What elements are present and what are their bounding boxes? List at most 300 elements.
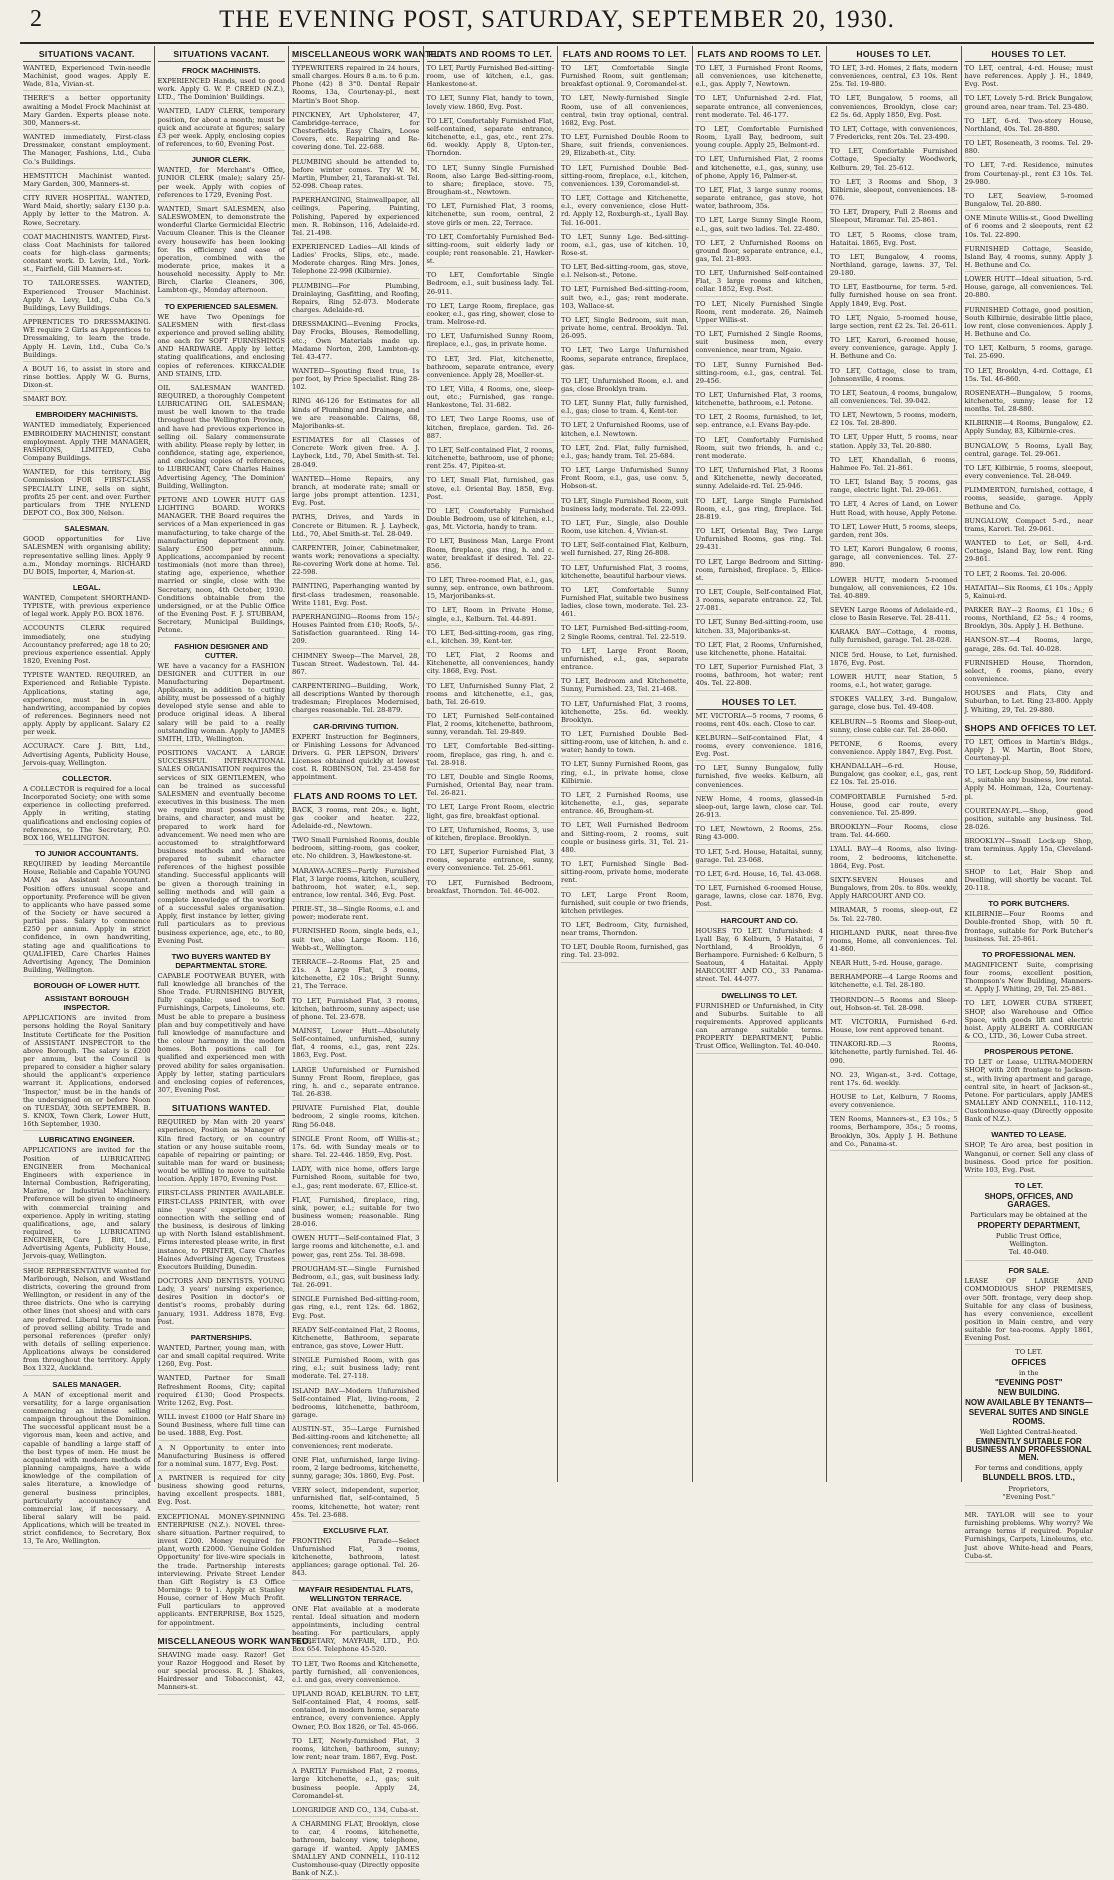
ad-list — [292, 64, 420, 718]
section-heading: COLLECTOR. — [62, 773, 112, 783]
notice-line: Public Trust Office, — [995, 1231, 1062, 1240]
classified-ad: COAT MACHINISTS. WANTED, First-class Coat Machinists for tailored coats for high-class garments; constant work. D. Levin, Ltd., York-st., Fairfield, Gill Manners-st. — [23, 233, 151, 277]
classified-ad: BROOKLYN—Small Lock-up Shop, tram terminus. Apply 15a, Cleveland-st. — [965, 837, 1094, 864]
classified-ad: TO LET, Cottage and Kitchenette, e.l., every convenience, close Hutt-rd. Apply 12, Roxburgh-st., Lyall Bay. Tel. 16-001. — [561, 194, 689, 230]
column-4 — [424, 46, 559, 1482]
classified-ad: MR. TAYLOR will see to your furnishing problems. Why worry? We arrange terms if required. Popular Furnishings, Carpets, Linoleums, etc. Just above White-head and Pears, Cuba-st. — [965, 1511, 1094, 1563]
classified-ad: MT. VICTORIA—5 rooms, 7 rooms, 6 rooms, rent 40s. each. Close to car. — [696, 712, 824, 731]
classified-ad: TO LET, Lower Hutt, 5 rooms, sleeps, garden, rent 30s. — [830, 523, 958, 542]
classified-ad: TO LET, Nicely Furnished Single Room, rent moderate. 26, Naimeh Upper Willis-st. — [696, 300, 824, 327]
classified-ad: LOWER HUTT, modern 5-roomed bungalow, all conveniences, £2 10s. Tel. 40-889. — [830, 576, 958, 603]
classified-ad: PARKER BAY—2 Rooms, £1 10s.; 6 rooms, Northland, £2 5s.; 4 rooms, Brooklyn, 30s. Apply J. H. Bethune. — [965, 606, 1094, 633]
classified-ad: TO LET, Lock-up Shop, 59, Riddiford-st., suitable any business, low rental. Apply M. Hoinman, 12a, Courtenay-pl. — [965, 768, 1094, 804]
classified-ad: SHOP to Let, Hair Shop and Dwelling, will shortly be vacant. Tel. 20-118. — [965, 868, 1094, 895]
ad-list — [965, 961, 1094, 1043]
classified-ad: TO LET, Eastbourne, for term. 5-rd. fully furnished house on sea front. Apply 1849, Evg. Post. — [830, 283, 958, 310]
ad-list — [965, 64, 1094, 717]
classified-ad: TO LET, Comfortable Bed-sitting-room, fireplace, gas ring, h. and c. Tel. 28-918. — [427, 742, 555, 769]
classified-ad: TO LET, Sunny Single Furnished Room, also Large Bed-sitting-room, to share; fireplace, stove. 75, Brougham-st., Newtown. — [427, 164, 555, 200]
classified-ad: TO LET, Kilbirnie, 5 rooms, sleepout, every convenience. Tel. 28-049. — [965, 464, 1094, 483]
column-heading: SITUATIONS VACANT. — [158, 46, 286, 62]
classified-ad: TO LET, Comfortable Furnished Cottage, Specialty Woodwork, Kelburn. 29, Tel. 25-612. — [830, 147, 958, 174]
classified-ad: TO LET, Unfurnished Room, e.l. and gas, close Brooklyn tram. — [561, 377, 689, 396]
classified-ad: FURNISHED House, Thorndon, select, 6 rooms, piano, every convenience. — [965, 659, 1094, 686]
ad-list — [158, 77, 286, 151]
classified-ad: WANTED to Let, or Sell, 4-rd. Cottage, Island Bay, low rent. Ring 29-861. — [965, 539, 1094, 566]
column-heading: HOUSES TO LET. — [830, 46, 958, 62]
section-heading: TO JUNIOR ACCOUNTANTS. — [35, 849, 139, 859]
section-heading: FROCK MACHINISTS. — [182, 66, 261, 75]
classified-ad: TO LET, 5 Rooms, close tram, Hataitai. 1865, Evg. Post. — [830, 231, 958, 250]
classified-ad: NICE 5rd. House, to Let, furnished. 1876, Evg. Post. — [830, 651, 958, 670]
classified-ad: TO LET, Unfurnished Sunny Flat, 2 rooms and kitchenette, e.l., gas, bath, Tel. 26-619. — [427, 682, 555, 709]
classified-ad: SINGLE Furnished Bed-sitting-room, gas ring, e.l., rent 12s. 6d. 1862, Evg. Post. — [292, 1295, 420, 1322]
column-heading: HOUSES TO LET. — [965, 46, 1094, 62]
classified-ad: TO LET, Large Bedroom and Sitting-room, furnished, fireplace. 5, Ellice-st. — [696, 558, 824, 585]
ad-list — [158, 313, 286, 638]
classified-ad: TO LET, Karori, 6-roomed house, every convenience, garage. Apply J. H. Bethune and Co. — [830, 336, 958, 363]
classified-ad: TO LET, central, 4-rd. House; must have references. Apply J. H., 1849, Evg. Post. — [965, 64, 1094, 91]
classified-ad: REQUIRED by Man with 20 years' experience, Position as Manager of Kiln fired factory, or on country station or any house suitable room, capable of repairing or painting; or suitable man for ward or business; would be willing to move to suitable location. Apply 1870, Evening Post. — [158, 1118, 286, 1186]
classified-ad: WANTED, Partner for Small Refreshment Rooms, City; capital required £130; Good Prospects. Write 1262, Evg. Post. — [158, 1374, 286, 1410]
ad-list — [23, 64, 151, 406]
notice-line: For terms and conditions, apply — [974, 1464, 1083, 1473]
ad-list — [23, 860, 151, 977]
classified-ad: SMART BOY. — [23, 395, 151, 406]
classified-ad: PAPERHANGING, Stainwallpaper, all ceilings, Papering, Painting, Polishing, Papered by experienced men. R. Robinson, 116, Adelaide-rd. Tel. 21-498. — [292, 196, 420, 240]
ad-list — [158, 1118, 286, 1329]
classified-ad: TO LET, Upper Hutt, 5 rooms, near station. Apply 33, Tel. 20-880. — [830, 433, 958, 452]
column-heading: MISCELLANEOUS WORK WANTED. — [292, 46, 420, 62]
classified-ad: WANTED, Competent SHORTHAND-TYPISTE, with previous experience of legal work. Apply P.O. BOX 1876. — [23, 594, 151, 621]
classified-ad: REQUIRED by leading Mercantile House, Reliable and Capable YOUNG MAN as Assistant Accountant. Position offers unusual scope and opportunity. Preference will be given to applicants who have passed some of the Society or have secured a partial pass. Salary to commence £250 per annum. Apply in strict confidence, in own handwriting, stating age and qualifications to QUALIFIED, Care Charles Haines Advertising Agency, The Dominion Building, Wellington. — [23, 860, 151, 977]
classified-ad: ROSENEATH—Bungalow, 5 rooms, kitchenette, sunny; lease for 12 months. Tel. 28-880. — [965, 389, 1094, 416]
notice-line: SEVERAL SUITES AND SINGLE ROOMS. — [968, 1408, 1089, 1426]
notice-line: Wellington. — [1009, 1239, 1048, 1248]
classified-ad: TO LET, Two Rooms and Kitchenette, partly furnished, all conveniences, e.l. and gas, every convenience. — [292, 1660, 420, 1687]
ad-list — [23, 421, 151, 520]
classified-ad: TO LET, Furnished Double Bed-sitting-room, use of kitchen, h. and c. water; handy to town. — [561, 730, 689, 757]
classified-ad: TO LET, Sunny Flat, handy to town, lovely view. 1860, Evg. Post. — [427, 94, 555, 113]
ad-list — [292, 1537, 420, 1581]
classified-ad: TO LET, 5-rd. House, Hataitai, sunny, garage. Tel. 23-068. — [696, 848, 824, 867]
classified-ad: SEVEN Large Rooms of Adelaide-rd., close to Basin Reserve. Tel. 28-411. — [830, 606, 958, 625]
classified-ad: TO LET, Unfurnished 2-rd. Flat, separate entrance, all conveniences, rent moderate. Tel. 46-177. — [696, 94, 824, 121]
classified-ad: TO LET, Sunny Furnished Room, gas ring, e.l., in private home, close Kilbirnie. — [561, 760, 689, 787]
evening-post-offices-notice — [965, 1348, 1094, 1506]
classified-ad: TO LET, Three-roomed Flat, e.l., gas, sunny, sep. entrance, own bathroom. 15, Marjoribanks-st. — [427, 576, 555, 603]
classified-ad: WANTED immediately, First-class Dressmaker, constant employment. The Manager, Fashions, Ltd., Cuba Co.'s Buildings. — [23, 133, 151, 169]
section-heading: WANTED TO LEASE. — [991, 1130, 1067, 1140]
classified-ad: TO LET, Single Bedroom, suit man, private home, central. Brooklyn. Tel. 26-095. — [561, 316, 689, 343]
section-heading: EMBROIDERY MACHINISTS. — [35, 410, 139, 420]
classified-ad: TO LET, Oriental Bay, Two Large Unfurnished Rooms, gas ring. Tel. 29-431. — [696, 527, 824, 554]
classified-ad: TO LET, Furnished Bedroom, breakfast, Thorndon. Tel. 46-002. — [427, 879, 555, 898]
classified-ad: TO LET, Fur., Single, also Double Room, use kitchen. 4, Vivian-st. — [561, 519, 689, 538]
classified-ad: BERHAMPORE—4 Large Rooms and kitchenette, e.l. Tel. 28-180. — [830, 973, 958, 992]
ad-list — [292, 733, 420, 785]
classified-ad: CARPENTERING—Building, Work, all descriptions Wanted by thorough tradesman; Fireplaces Modernised, charges reasonable. Tel. 28-879. — [292, 682, 420, 718]
classified-ad: COURTENAY-PL.—Shop, good position, suitable any business. Tel. 28-026. — [965, 807, 1094, 834]
section-heading: SALES MANAGER. — [52, 1379, 122, 1389]
classified-ad: TO LET, Flat, 2 Rooms and Kitchenette, all conveniences, handy city. 1868, Evg. Post. — [427, 651, 555, 678]
classified-ad: TO LET, Bedroom, City, furnished, near trams, Thorndon. — [561, 921, 689, 940]
page-number: 2 — [30, 6, 42, 32]
section-heading: TO EXPERIENCED SALESMEN. — [164, 301, 278, 311]
classified-ad: BUNGALOW, Compact 5-rd., near trams, Karori. Tel. 29-061. — [965, 517, 1094, 536]
classified-ad: TO LET, Bungalow, 5 rooms, all conveniences, Brooklyn, close car; £2 5s. 6d. Apply 1850, Evg. Post. — [830, 94, 958, 121]
classified-ad: LADY, with nice home, offers large Furnished Room, suitable for two, e.l., gas; rent moderate. 67, Ellice-st. — [292, 1165, 420, 1192]
classified-ad: TO LET, Newtown, 2 Rooms, 25s. Ring 43-000. — [696, 825, 824, 844]
classified-ad: CARPENTER, Joiner, Cabinetmaker, wants work; renovations a specialty. Re-covering Work done at home. Tel. 22-598. — [292, 544, 420, 580]
section-heading: TO LET. — [1014, 1181, 1043, 1191]
notice-line: "EVENING POST" — [994, 1377, 1063, 1387]
ad-list — [965, 910, 1094, 946]
column-7 — [827, 46, 962, 1482]
classified-ad: PLUMBING should be attended to, before winter comes. Try W. M. Martin, Plumber, 21, Taranaki-st. Tel. 52-098. Cheap rates. — [292, 158, 420, 194]
classified-ad: TO LET, Double Room, furnished, gas ring. Tel. 23-092. — [561, 943, 689, 962]
classified-ad: TERRACE—2-Rooms Flat, 25 and 21s. A Large Flat, 3 rooms, kitchenette, £2 10s.; Bright Sunny. 21, The Terrace. — [292, 958, 420, 994]
column-heading: SITUATIONS VACANT. — [23, 46, 151, 62]
classified-ad: TO LET, Large Front Room, unfurnished, e.l., gas, separate entrance. — [561, 647, 689, 674]
ad-list — [158, 1344, 286, 1630]
classified-ad: NO. 23, Wigan-st., 3-rd. Cottage, rent 17s. 6d. weekly. — [830, 1071, 958, 1090]
classified-ad: DOCTORS AND DENTISTS. YOUNG Lady, 3 years' nursing experience, desires Position in doctor's or dentist's rooms, probably during January, 1931. Address 1878, Evg. Post. — [158, 1277, 286, 1329]
classified-ad: TO LET, Furnished 2 Single Rooms, suit business men, every convenience, near tram, Ngaio. — [696, 330, 824, 357]
classified-ad: TO LET, Sunny Bungalow, fully furnished, five weeks. Kelburn, all conveniences. — [696, 764, 824, 791]
section-heading: FOR SALE. — [1008, 1266, 1049, 1276]
ad-list — [830, 64, 958, 1151]
classified-ad: TO LET, Bungalow, 4 rooms, Northland, garage, lawns. 37, Tel. 29-180. — [830, 253, 958, 280]
classified-ad: TO LET, Business Man, Large Front Room, fireplace, gas ring, h. and c. water, breakfast if desired. Tel. 22-856. — [427, 537, 555, 573]
classified-ad: PLUMBING—For Plumbing, Drainlaying, Gasfitting, and Roofing, Repairs, Ring 52-073. Moderate charges. Adelaide-rd. — [292, 282, 420, 318]
classified-ad: TO TAILORESSES. WANTED, Experienced Trouser Machinist. Apply A. Levy, Ltd., Cuba Co.'s Buildings, Levy Buildings. — [23, 279, 151, 315]
classified-ad: TO LET, 7-rd. Residence, minutes from Courtenay-pl., rent £3 10s. Tel. 29-980. — [965, 161, 1094, 188]
classified-ad: TO LET, Furnished Double Bed-sitting-room, fireplace, e.l., kitchen, conveniences. 139, Coromandel-st. — [561, 164, 689, 191]
section-heading: TO PROFESSIONAL MEN. — [982, 949, 1076, 959]
classified-ad: PETONE AND LOWER HUTT GAS LIGHTING BOARD. WORKS MANAGER. THE Board requires the services of a Man experienced in gas manufacturing, to take charge of the manufacturing department only. Salary £500 per annum. Applications, accompanied by recent testimonials (not more than three), stating age, experience, whether married or single, close with the Secretary, noon, 4th October, 1930. Conditions obtainable from the undersigned, or at the Public Office of the Evening Post. F. J. STUBBAM, Secretary, Municipal Buildings, Petone. — [158, 496, 286, 638]
classified-ad: NEW Home, 4 rooms, glassed-in sleep-out, large lawn, close car. Tel. 26-913. — [696, 795, 824, 822]
classified-ad: TO LET, Newly-furnished Flat, 3 rooms, kitchen, bathroom, sunny; low rent; near tram. 1867, Evg. Post. — [292, 1737, 420, 1764]
classified-ad: TO LET, Furnished Bed-sitting-room, suit two, e.l., gas; rent moderate. 103, Wallace-st. — [561, 285, 689, 312]
classified-ad: WANTED, for Merchant's Office, JUNIOR CLERK (male); salary 25/- per week. Apply with copies of references to 1729, Evening Post. — [158, 166, 286, 202]
classified-ad: ACCURACY. Care J. Bitt, Ltd., Advertising Agents, Publicity House, Jervois-quay, Wellington. — [23, 742, 151, 769]
ad-list — [965, 1277, 1094, 1345]
column-2 — [155, 46, 312, 1692]
classified-ad: KILBIRNIE—Four Rooms and Double-fronted Shop, with 50 ft. frontage, suitable for Pork Butcher's business. Tel. 25-861. — [965, 910, 1094, 946]
classified-ad: ACCOUNTS CLERK required immediately, one studying Accountancy preferred; age 18 to 20; previous experience essential. Apply 1820, Evening Post. — [23, 624, 151, 668]
ad-list — [965, 1141, 1094, 1177]
ad-list — [23, 785, 151, 845]
classified-ad: HIGHLAND PARK, neat three-five rooms, Home, all conveniences. Tel. 41-860. — [830, 929, 958, 956]
classified-ad: SINGLE Furnished Room, with gas ring, e.l.; suit business lady; rent moderate. Tel. 27-118. — [292, 1356, 420, 1383]
classified-ad: UPLAND ROAD, KELBURN. TO LET, Self-contained Flat, 4 rooms, self-contained, in modern home, separate entrance, every convenience. Apply Owner, P.O. Box 1826, or Tel. 45-066. — [292, 1690, 420, 1734]
classified-ad: TO LET, 3 Rooms and Shop, 3 Kilbirnie, sleepout, conveniences. 18-076. — [830, 178, 958, 205]
classified-ad: KELBURN—Self-contained Flat, 4 rooms, every convenience. 1816, Evg. Post. — [696, 734, 824, 761]
classified-ad: TO LET or Lease, ULTRA-MODERN SHOP, with 20ft frontage to Jackson-st., with living apartment and garage, central site, in heart of Jackson-st., Petone. For particulars, apply JAMES SMALLEY AND CONNELL, 110-112, Customhouse-quay (Directly opposite Bank of N.Z.). — [965, 1058, 1094, 1126]
column-heading: SITUATIONS WANTED. — [158, 1100, 286, 1116]
classified-ad: TO LET, Room in Private Home, single, e.l., Kelburn. Tel. 44-891. — [427, 606, 555, 625]
classified-ad: TO LET, Furnished Self-contained Flat, 2 rooms, kitchenette, bathroom, sunny, verandah. Tel. 29-849. — [427, 712, 555, 739]
classified-ad: DRESSMAKING—Evening Frocks, Day Frocks, Blouses, Remodelling, etc.; Own Materials made up. Madame Norton, 200, Lambton-qy. Tel. 43-477. — [292, 320, 420, 364]
classified-ad: TO LET, Unfurnished, Rooms, 3, use of kitchen, fireplace. Brooklyn. — [427, 826, 555, 845]
classified-ad: PATHS, Drives, and Yards in Concrete or Bitumen. R. J. Laybeck, Ltd., 70, Abel Smith-st. Tel. 28-049. — [292, 513, 420, 540]
notice-line: NEW BUILDING. — [997, 1388, 1060, 1398]
classified-ad: TO LET, 6-rd. Two-story House, Northland, 40s. Tel. 28-880. — [965, 117, 1094, 136]
classified-ad: BACK, 3 rooms, rent 20s.; e. light, gas cooker and heater. 222, Adelaide-rd., Newtown. — [292, 806, 420, 833]
classified-ad: MT. VICTORIA, Furnished 6-rd. House, low rent approved tenant. — [830, 1018, 958, 1037]
section-heading: SALESMAN. — [64, 524, 110, 534]
classified-ad: GOOD opportunities for Live SALESMEN with organising ability; representative selling lines. Apply 9 a.m., Monday mornings. RICHARD DU BOIS, Importer, 4, Marion-st. — [23, 535, 151, 579]
classified-ad: TO LET, Double and Single Rooms, Furnished, Oriental Bay, near tram. Tel. 26-821. — [427, 773, 555, 800]
classified-ad: TO LET, Comfortably Furnished Room, suit two friends, h. and c.; rent moderate. — [696, 436, 824, 463]
classified-ad: TO LET, Bed-sitting-room, gas, stove, e.l. Nelson-st., Petone. — [561, 263, 689, 282]
classified-ad: TYPEWRITERS repaired in 24 hours, small charges. Hours 8 a.m. to 6 p.m. Phone (42) 8 3°0. Dental Repair Rooms, 13a, Courtenay-pl., next Martin's Boot Shop. — [292, 64, 420, 108]
column-5 — [558, 46, 693, 1482]
classified-ad: TO LET, Unfurnished Flat, 3 rooms, kitchenette, 25s. 6d. weekly. Brooklyn. — [561, 700, 689, 727]
classified-ad: TO LET, Comfortable Single Furnished Room, suit gentleman; breakfast optional. 9, Coromandel-st. — [561, 64, 689, 91]
section-heading: JUNIOR CLERK. — [191, 155, 251, 165]
masthead — [0, 0, 1114, 40]
ad-list — [561, 64, 689, 963]
classified-ad: TO LET, Unfurnished Sunny Room, fireplace, e.l., gas, in private home. — [427, 332, 555, 351]
classified-ad: TO LET, Large Sunny Single Room, e.l., gas, suit two ladies. Tel. 22-480. — [696, 216, 824, 235]
classified-ad: ISLAND BAY—Modern Unfurnished Self-contained Flat, living-room, 2 bedrooms, kitchenette, bathroom, garage. — [292, 1387, 420, 1423]
classified-ad: FRONTING Parade—Select Unfurnished Flat, 3 rooms, kitchenette, bathroom, latest appliances; garage optional. Tel. 26-843. — [292, 1537, 420, 1581]
section-heading: TWO BUYERS WANTED BY DEPARTMENTAL STORE. — [171, 951, 271, 970]
classified-ad: TO LET, Seaview, 5-roomed Bungalow, Tel. 20-880. — [965, 192, 1094, 211]
classified-ad: A COLLECTOR is required for a local Incorporated Society; one with some experience in collecting preferred. Apply in writing, stating qualifications and enclosing copies of references, to The Secretary, P.O. BOX 166, WELLINGTON. — [23, 785, 151, 845]
classified-ad: TO LET, 2 Unfurnished Rooms, use of kitchen, e.l. Newtown. — [561, 421, 689, 440]
classified-ad: STOKES VALLEY, 3-rd. Bungalow, garage, close bus. Tel. 49-408. — [830, 695, 958, 714]
classified-ad: FURNISHED Room, single beds, e.l., suit two, also Large Room. 116, Webb-st., Wellington. — [292, 927, 420, 954]
classified-ad: CHIMNEY Sweep—The Marvel, 28, Tuscan Street. Wadestown. Tel. 44-867. — [292, 652, 420, 679]
classified-ad: TO LET, 3-rd. Homes, 2 flats, modern conveniences, central, £3 10s. Rent 25s. Tel. 19-880. — [830, 64, 958, 91]
classified-ad: FURNISHED Cottage, Seaside, Island Bay, 4 rooms, sunny. Apply J. H. Bethune and Co. — [965, 245, 1094, 272]
notice-line: Well Lighted Central-heated. — [979, 1427, 1078, 1436]
classified-ad: TYPISTE WANTED. REQUIRED, an Experienced and Reliable Typiste. Applications, stating age, experience, must be in own handwriting, accompanied by copies of references. Beginners need not apply. Apply by applicant. Salary £2 per week. — [23, 671, 151, 739]
classified-ad: TO LET, Two Large Unfurnished Rooms, separate entrance, fireplace, gas. — [561, 346, 689, 373]
classified-ad: TEN Rooms, Manners-st., £3 10s.; 5 rooms, Berhampore, 35s.; 5 rooms, Brooklyn, 30s. Apply J. H. Bethune and Co., Panama-st. — [830, 1115, 958, 1151]
classified-ad: MIRAMAR, 5 rooms, sleep-out, £2 5s. Tel. 22-780. — [830, 906, 958, 925]
classified-ad: TO LET, Unfurnished Flat, 3 Rooms and Kitchenette, newly decorated, sunny. Adelaide-rd. Tel. 25-946. — [696, 466, 824, 493]
classified-ad: CITY RIVER HOSPITAL. WANTED, Ward Maid, shortly; salary £130 p.a. Apply by letter to the Matron. A. Rowe, Secretary. — [23, 194, 151, 230]
classified-ad: WANTED—Home Repairs, any branch, at moderate rate; small or large jobs prompt attention. 1231, Evg. Post. — [292, 475, 420, 511]
classified-ad: TO LET, Self-contained Flat, 2 rooms, kitchenette, bathroom, use of phone; rent 25s. 47, Pipitea-st. — [427, 446, 555, 473]
classified-ad: TO LET, Unfurnished Flat, 3 rooms, kitchenette, bathroom, e.l. Petone. — [696, 391, 824, 410]
column-heading: FLATS AND ROOMS TO LET. — [561, 46, 689, 62]
section-heading: HARCOURT AND CO. — [720, 915, 798, 925]
classified-ad: KARAKA BAY—Cottage, 4 rooms, fully furnished, garage. Tel. 28-028. — [830, 628, 958, 647]
classified-ad: KILBIRNIE—4 Rooms, Bungalow, £2. Apply Sunday, 83, Kilbirnie-cres. — [965, 419, 1094, 438]
classified-ad: TO LET, Two Large Rooms, use of kitchen, fireplace, garden. Tel. 26-887. — [427, 415, 555, 442]
classified-ad: WANTED, Partner, young man, with car and small capital required. Write 1260, Evg. Post. — [158, 1344, 286, 1371]
classified-ad: TO LET, Furnished Single Bed-sitting-room, private home, moderate rent. — [561, 860, 689, 887]
column-6 — [693, 46, 828, 1482]
classified-ad: OWEN HUTT—Self-contained Flat, 3 large rooms and kitchenette, e.l. and power, gas, rent 25s. Tel. 38-698. — [292, 1234, 420, 1261]
ad-list — [696, 927, 824, 987]
classified-ad: TO LET, Bed-sitting-room, gas ring, e.l., kitchen. 39, Kent-ter. — [427, 629, 555, 648]
classified-ad: MARAWA-ACRES—Partly Furnished Flat, 3 large rooms, kitchen, scullery, bathroom, hot water, e.l., sep. entrance, low rental. 346, Evg. Post. — [292, 867, 420, 903]
classified-ad: PETONE, 6 Rooms, every convenience. Apply 1847, Evg. Post. — [830, 740, 958, 759]
classified-ad: WANTED, LADY CLERK, temporary position, for about a month; must be quick and accurate at figures; salary £3 per week. Apply, enclosing copies of references, to 60, Evening Post. — [158, 107, 286, 151]
classified-ad: EXCEPTIONAL MONEY-SPINNING ENTERPRISE (N.Z.). NOVEL three-share situation. Partner required, to invest £200. Money required for plant, worth £2000. 'Genuine Golden Opportunity' for live-wire specials in the trade. Partnership interests interviewing. Private Street Lender than Gift Registry is £3 Office Mornings: 9 to 1. Apply at Stanley House, corner of How Much Profit. Full particulars to approved applicants. ENTERPRISE, Box 1525, for appointment. — [158, 1513, 286, 1630]
classified-ad: ONE Flat available at a moderate rental. Ideal situation and modern appointments, including central heating. For particulars, apply SECRETARY, MAYFAIR, LTD., P.O. Box 654. Telephone 45-520. — [292, 1605, 420, 1657]
classified-ad: TO LET, Furnished Bed-sitting-room, 2 Single Rooms, central. Tel. 22-519. — [561, 624, 689, 643]
public-trust-notice — [965, 1193, 1094, 1261]
ad-list — [696, 64, 824, 691]
ad-list — [292, 1605, 420, 1880]
classified-ad: HATAITAI—Six Rooms, £1 10s.; Apply 5, Kainui-rd. — [965, 584, 1094, 603]
classified-ad: TO LET, Unfurnished Flat, 3 rooms, kitchenette, beautiful harbour views. — [561, 564, 689, 583]
classified-ad: WANTED—Spouting fixed true, 1s per foot, by Price Specialist. Ring 28-102. — [292, 367, 420, 394]
section-heading: TO PORK BUTCHERS. — [988, 899, 1070, 909]
ad-list — [158, 166, 286, 297]
ad-list — [23, 1014, 151, 1131]
classified-ad: TO LET, Comfortable Furnished Room, Lyall Bay, bedroom, suit young couple. Apply 25, Belmont-rd. — [696, 125, 824, 152]
classified-ad: TO LET, Comfortably Furnished Bed-sitting-room, suit elderly lady or couple; rent reasonable. 21, Hawker-st. — [427, 233, 555, 269]
classified-ad: TO LET, Small Flat, furnished, gas stove, e.l. Oriental Bay. 1858, Evg. Post. — [427, 476, 555, 503]
ad-list — [23, 535, 151, 579]
classified-ad: LOWER HUTT, near Station, 5 rooms, e.l., hot water, garage. — [830, 673, 958, 692]
section-subheading: ASSISTANT BOROUGH INSPECTOR. — [44, 994, 129, 1013]
classified-ad: A MAN of exceptional merit and versatility, for a large organisation commencing an intense selling campaign throughout the Dominion. The successful applicant must be a vigorous man, keen and active, and capable of handling a large staff of the best types of men. He must be acquainted with modern methods of planning campaigns, have a wide knowledge of the compilation of sales literature, a knowledge of general business principles, particularly accountancy and commercial law, if necessary. A liberal salary will be paid. Applications, which will be treated in strict confidence, to Secretary, Box 13, Te Aro, Wellington. — [23, 1391, 151, 1549]
classified-ad: A PARTLY Furnished Flat, 2 rooms, large kitchenette, e.l., gas; suit business people. Apply 24, Coromandel-st. — [292, 1767, 420, 1803]
classified-ad: TO LET, Karori Bungalow, 6 rooms, garage, all conveniences. Tel. 27-890. — [830, 545, 958, 572]
classified-ad: TO LET, Kelburn, 5 rooms, garage. Tel. 25-690. — [965, 344, 1094, 363]
classified-ad: TO LET, 3 Furnished Front Rooms, all conveniences, use kitchenette, e.l., gas. Apply 7, Newtown. — [696, 64, 824, 91]
column-3 — [289, 46, 446, 1877]
ad-list — [158, 972, 286, 1097]
classified-ad: APPRENTICES TO DRESSMAKING. WE require 2 Girls as Apprentices to Dressmaking, to learn the trade. Apply H. Levin, Ltd., Cuba Co.'s Buildings. — [23, 318, 151, 362]
classified-ad: WILL invest £1000 (or Half Share in) Sound Business, where full time can be used. 1888, Evg. Post. — [158, 1413, 286, 1440]
classified-ad: ONE Minute Willis-st., Good Dwelling of 6 rooms and 2 sleepouts, rent £2 10s. Tel. 22-890. — [965, 214, 1094, 241]
section-heading: LUBRICATING ENGINEER. — [38, 1135, 135, 1145]
classified-ad: TO LET, 2 Unfurnished Rooms on ground floor, separate entrance, e.l., gas, Tel. 21-893. — [696, 239, 824, 266]
classified-ad: COMFORTABLE Furnished 5-rd. House, good car route, every convenience. Tel. 25-899. — [830, 793, 958, 820]
ad-list — [292, 806, 420, 1522]
notice-line: Proprietors, — [1008, 1484, 1050, 1493]
classified-ad: TO LET, Drapery, Full 2 Rooms and Sleepout, Miramar. Tel. 25-861. — [830, 208, 958, 227]
classified-ad: WANTED immediately, Experienced EMBROIDERY MACHINIST, constant employment. Apply THE MANAGER, FASHIONS, LIMITED, Cuba Company Buildings. — [23, 421, 151, 465]
classified-ad: PAPERHANGING—Rooms from 15/-; Houses Painted from £10; Roofs, 5/-. Satisfaction guaranteed. Ring 14-209. — [292, 613, 420, 649]
classified-ad: SHOP, Te Aro area, best position in Wanganui, or corner. Sell any class of business. Good price for position. Write 103, Evg. Post. — [965, 1141, 1094, 1177]
classified-ad: PLIMMERTON, furnished, cottage, 4 rooms, seaside, garage. Apply Bethune and Co. — [965, 486, 1094, 513]
classified-ad: TO LET, Khandallah, 6 rooms, Hahmee Fo. Tel. 21-861. — [830, 456, 958, 475]
classified-ad: TO LET, Cottage, close to tram, Johnsonville, 4 rooms. — [830, 367, 958, 386]
ad-list — [158, 1651, 286, 1695]
classified-ad: TO LET, Flat, 3 large sunny rooms, separate entrance, gas stove, hot water, bathroom, 35s. — [696, 186, 824, 213]
classified-ad: TO LET, 2nd. Flat, fully furnished, e.l., gas; handy tram. Tel. 25-684. — [561, 444, 689, 463]
classified-ad: WANTED, Smart SALESMEN, also SALESWOMEN, to demonstrate the wonderful Clarke Germicidal Electric Vacuum Cleaner. This is the Cleaner every housewife has been looking for. Its efficiency and ease of operation, combined with the moderate price, makes it a household necessity. Apply to Mr. Birch, Clarke Cleaners, 306, Lambton-qy., Monday afternoon. — [158, 205, 286, 298]
classified-ad: WE have a vacancy for a FASHION DESIGNER and CUTTER in our Manufacturing Department. Applicants, in addition to cutting ability, must be possessed of a highly developed style sense and able to produce original ideas. A liberal salary will be paid to a really outstanding woman. Apply to JAMES SMITH, LTD., Wellington. — [158, 662, 286, 747]
section-heading: PROSPEROUS PETONE. — [984, 1047, 1074, 1057]
classified-ad: LOWER HUTT—Ideal situation, 5-rd. House, garage, all conveniences. Tel. 20-880. — [965, 275, 1094, 302]
column-heading: FLATS AND ROOMS TO LET. — [427, 46, 555, 62]
classified-ad: LYALL BAY—4 Rooms, also living-room, 2 bedrooms, kitchenette. 1864, Evg. Post. — [830, 845, 958, 872]
classified-ad: TO LET, Comfortably Furnished Double Bedroom, use of kitchen, e.l., gas, Mt. Victoria, handy to tram. — [427, 507, 555, 534]
classified-ad: TO LET, Self-contained Flat, Kelburn, well furnished. 27, Ring 26-808. — [561, 541, 689, 560]
classified-ad: LONGRIDGE AND CO., 134, Cuba-st. — [292, 1806, 420, 1817]
classified-ad: PRIVATE Furnished Flat, double bedroom, 2 single rooms, kitchen. Ring 56-048. — [292, 1104, 420, 1131]
section-heading: DWELLINGS TO LET. — [721, 990, 798, 1000]
classified-ad: TO LET, Unfurnished Flat, 2 rooms and kitchenette, e.l., gas, sunny, use of phone, Apply 16, Palmer-st. — [696, 155, 824, 182]
classified-ad: TO LET, Sunny Lge. Bed-sitting-room, e.l., gas, use of kitchen. 10, Rose-st. — [561, 233, 689, 260]
classified-ad: FIRST-CLASS PRINTER AVAILABLE. FIRST-CLASS PRINTER, with over nine years' experience and connection with the selling end of the business, is desirous of linking up with North Island establishment. Firms interested please write, in first instance, to PRINTER, Care Charles Haines Advertising Agency, Trustees Executors Building, Dunedin. — [158, 1189, 286, 1274]
notice-line: OFFICES — [1011, 1357, 1047, 1367]
classified-ad: A PARTNER is required for city business showing good returns, having excellent prospects. 1881, Evg. Post. — [158, 1474, 286, 1510]
classified-ad: TO LET, Villa, 4 Rooms, one, sleep-out, etc.; Furnished, gas range. Hankestone, Tel. 31-682. — [427, 385, 555, 412]
classified-ad: EXPERT Instruction for Beginners, or Finishing Lessons for Advanced Drivers. G. PER LEPSON, Drivers' Licenses obtained quickly at lowest cost. R. ROBINSON, Tel. 23-458 for appointment. — [292, 733, 420, 785]
column-heading: MISCELLANEOUS WORK WANTED. — [158, 1633, 286, 1649]
ad-list — [696, 712, 824, 912]
classified-ad: SIXTY-SEVEN Houses and Bungalows, from 20s. to 80s. weekly, Apply HARCOURT AND CO. — [830, 876, 958, 903]
ad-list — [23, 1146, 151, 1375]
ad-list — [965, 738, 1094, 896]
classified-ad: APPLICATIONS are invited for the Position of LUBRICATING ENGINEER from Mechanical Engineers with experience in Internal Combustion, Refrigerating, Marine, or Industrial Machinery. Preference will be given to engineers with commercial training and experience. Apply in writing, stating qualifications, age, and salary required, to LUBRICATING ENGINEER, Care J. Bitt, Ltd., Advertising Agents, Publicity House, Jervois-quay, Wellington. — [23, 1146, 151, 1263]
classified-ad: THERE'S a better opportunity awaiting a Model Frock Machinist at Mary Garden. Experts please note. 300, Manners-st. — [23, 94, 151, 130]
classified-ad: A CHARMING FLAT, Brooklyn, close to car, 4 rooms, kitchenette, bathroom, balcony view, telephone, garage if wanted. Apply JAMES SMALLEY AND CONNELL, 110-112 Customhouse-quay (Directly opposite Bank of N.Z.). — [292, 1820, 420, 1880]
section-heading: EXCLUSIVE FLAT. — [323, 1525, 389, 1535]
classified-ad: SHAVING made easy. Razor! Get your Razor Hoggood and Reset by our special process. R. J. Shakes, Hairdresser and Tobacconist, 42, Manners-st. — [158, 1651, 286, 1695]
classified-ad: HEMSTITCH Machinist wanted. Mary Garden, 300, Manners-st. — [23, 172, 151, 191]
classified-ad: TO LET, Comfortably Furnished Flat, self-contained, separate entrance, kitchenette, e.l., gas, etc., rent 27s. 6d. weekly. Apply 8, Upton-ter., Thorndon. — [427, 117, 555, 161]
classified-ad: TO LET, Large Single Furnished Room, e.l., gas ring, fireplace. Tel. 28-819. — [696, 497, 824, 524]
classified-ad: TO LET, 2 Rooms, furnished, to let, sep. entrance, e.l. Evans Bay-pde. — [696, 413, 824, 432]
section-heading: FASHION DESIGNER AND CUTTER. — [174, 641, 269, 660]
classified-ad: READY Self-contained Flat, 2 Rooms, Kitchenette, Bathroom, separate entrance, gas stove, Lower Hutt. — [292, 1326, 420, 1353]
classified-ad: TO LET, Offices in Martin's Bldgs., Apply J. W. Martin, Boot Store, Courtenay-pl. — [965, 738, 1094, 765]
columns — [20, 46, 1097, 1877]
classified-ad: SHOE REPRESENTATIVE wanted for Marlborough, Nelson, and Westland districts, covering the ground from Wellington, or resident in any of the three districts. One who is carrying other lines (not shoes) and with cars are preferred. Liberal terms to man of proved selling ability. Trade and personal references (prefer only) with details of selling experience. Applications always be considered from throughout the territory. Apply Box 1322, Auckland. — [23, 1267, 151, 1376]
classified-ad: EXPERIENCED Hands, used to good work. Apply G. W. P. CREED (N.Z.), LTD., 'The Dominion' Buildings. — [158, 77, 286, 104]
classified-ad: WANTED, Experienced Twin-needle Machinist, good wages. Apply E. Wade, 81a, Vivian-st. — [23, 64, 151, 91]
classified-ad: EXPERIENCED Ladies—All kinds of Ladies' Frocks, Slips, etc., made. Moderate charges. Ring Mrs. Jones, Telephone 22-998 (Kilbirnie). — [292, 243, 420, 279]
classified-ad: TO LET, Well Furnished Bedroom and Sitting-room, 2 rooms, suit couple or business girls. 31, Tel. 21-480. — [561, 821, 689, 857]
column-8 — [962, 46, 1097, 1560]
classified-ad: TO LET, Superior Furnished Flat, 3 rooms, separate entrance, sunny, every convenience. Tel. 25-661. — [427, 848, 555, 875]
notice-line: EMINENTLY SUITABLE FOR BUSINESS AND PROFESSIONAL MEN. — [966, 1436, 1092, 1463]
classified-ad: FURNISHED or Unfurnished, in City and Suburbs. Suitable to all requirements. Approved applicants can arrange suitable terms. PROPERTY DEPARTMENT, Public Trust Office, Wellington. Tel. 40-040. — [696, 1002, 824, 1054]
classified-ad: LARGE Unfurnished or Furnished Sunny Front Room, fireplace, gas ring, h. and c., separate entrance. Tel. 26-838. — [292, 1066, 420, 1102]
section-heading: LEGAL. — [72, 582, 101, 592]
newspaper-title: THE EVENING POST, SATURDAY, SEPTEMBER 20, 1930. — [219, 6, 895, 33]
classified-ad: TWO Small Furnished Rooms, double bedroom, sitting-room, gas cooker, etc. No children. 3, Hawkestone-st. — [292, 836, 420, 863]
classified-ad: WANTED, for this territory, Big Commission FOR FIRST-CLASS SPECIALTY LINE, sells on sight, profits 25 per cent. and over. Further particulars from THE NYLEND DEPOT CO., Box 300, Nelson. — [23, 468, 151, 520]
classified-ad: TO LET, 2 Furnished Rooms, use kitchenette, e.l., gas, separate entrance. 46, Brougham-st. — [561, 791, 689, 818]
classified-ad: VERY select, independent, superior, unfurnished flat, self-contained, 5 rooms, kitchenette, hot water; rent 45s. Tel. 23-688. — [292, 1486, 420, 1522]
classified-ad: PROUGHAM-ST.—Single Furnished Bedroom, e.l., gas, suit business lady. Tel. 26-091. — [292, 1265, 420, 1292]
classified-ad: PIRIE-ST., 38—Single Rooms, e.l. and power; moderate rent. — [292, 905, 420, 924]
classified-ad: TO LET, Roseneath, 3 rooms. Tel. 29-880. — [965, 139, 1094, 158]
classified-ad: FURNISHED Cottage, good position, South Kilbirnie, desirable little place, low rent, close conveniences. Apply J. H. Bethune and Co. — [965, 306, 1094, 342]
notice-line: PROPERTY DEPARTMENT, — [977, 1220, 1080, 1230]
classified-ad: TO LET, Newtown, 5 rooms, modern, £2 10s. Tel. 28-890. — [830, 411, 958, 430]
ad-list — [427, 64, 555, 898]
classified-ad: PINCKNEY, Art Upholsterer, 47, Cambridge-terrace, for Chesterfields, Easy Chairs, Loose Covers, etc. Repairing and Re-covering done. Tel. 22-688. — [292, 111, 420, 155]
classified-ad: TO LET, Unfurnished Self-contained Flat, 3 large rooms and kitchen, cellar. 1852, Evg. Post. — [696, 269, 824, 296]
ad-list — [696, 1002, 824, 1054]
ad-list — [23, 1391, 151, 1549]
classified-ad: WE have Two Openings for SALESMEN with first-class experience and proved selling ability, one each for SOFT FURNISHINGS AND HARDWARE. Apply by letter, stating qualifications, and enclosing copies of references. KIRKCALDIE AND STAINS, LTD. — [158, 313, 286, 381]
notice-line: TO LET. — [1015, 1348, 1043, 1357]
classified-ad: TO LET, Bedroom and Kitchenette, Sunny, Furnished. 23, Tel. 21-468. — [561, 677, 689, 696]
classified-ad: TO LET, Large Unfurnished Sunny Front Room, e.l., gas, use conv. 5, Hobson-st. — [561, 466, 689, 493]
column-heading: FLATS AND ROOMS TO LET. — [696, 46, 824, 62]
classified-ad: LEASE OF LARGE AND COMMODIOUS SHOP PREMISES, over 50ft. frontage, very deep shop. Suitable for any class of business, has every convenience, excellent position in Main centre, and very suitable for tea-rooms. Apply 1861, Evening Post. — [965, 1277, 1094, 1345]
classified-ad: TO LET, Comfortable Single Bedroom, e.l., suit business lady. Tel. 26-911. — [427, 271, 555, 298]
classified-ad: TO LET, Brooklyn, 4-rd. Cottage, £1 15s. Tel. 46-860. — [965, 367, 1094, 386]
